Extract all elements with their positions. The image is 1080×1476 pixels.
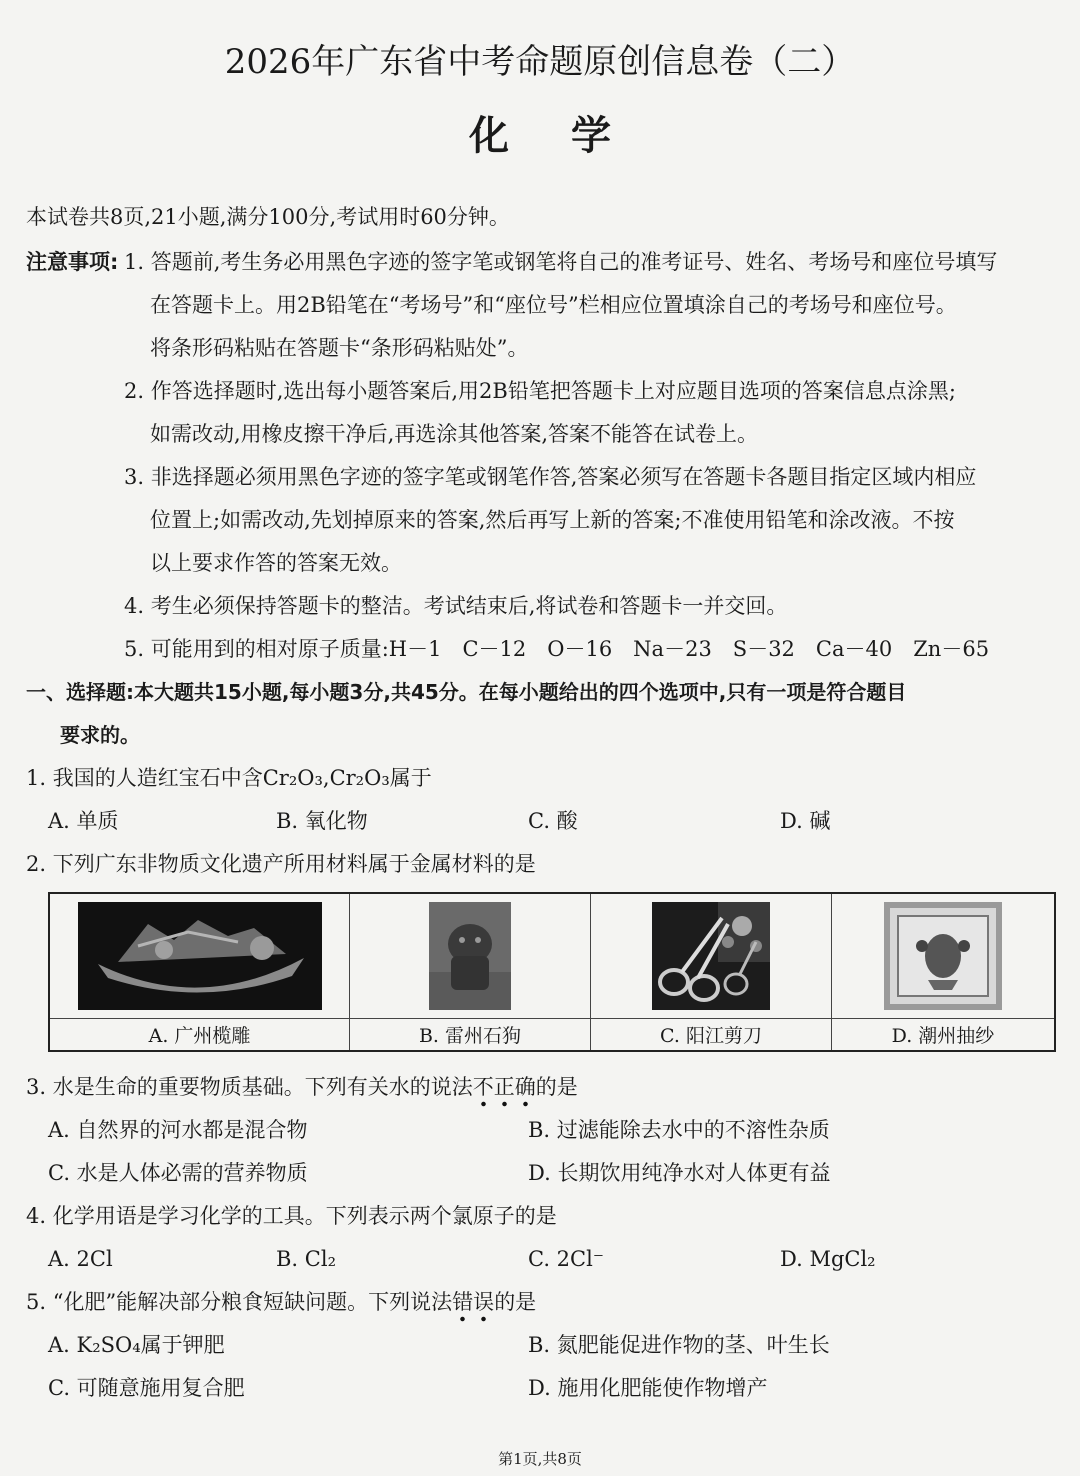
q1-option-c: C. 酸	[528, 809, 578, 833]
q4-option-c: C. 2Cl⁻	[528, 1247, 604, 1271]
notes-label: 注意事项:	[26, 250, 119, 274]
page-footer: 第1页,共8页	[498, 1450, 582, 1468]
q5-option-b: B. 氮肥能促进作物的茎、叶生长	[528, 1333, 830, 1357]
q2-cell-b	[350, 894, 591, 1018]
emphasis-text: 错误	[452, 1290, 494, 1322]
note-line: 位置上;如需改动,先划掉原来的答案,然后再写上新的答案;不准使用铅笔和涂改液。不按	[150, 508, 955, 532]
embroidery-photo-icon	[884, 902, 1002, 1010]
question-1-stem: 1. 我国的人造红宝石中含Cr₂O₃,Cr₂O₃属于	[26, 766, 432, 790]
q1-option-a: A. 单质	[48, 809, 119, 833]
note-line: 1. 答题前,考生务必用黑色字迹的签字笔或钢笔将自己的准考证号、姓名、考场号和座位号填写	[124, 250, 998, 274]
question-2-stem: 2. 下列广东非物质文化遗产所用材料属于金属材料的是	[26, 852, 536, 876]
q5-option-a: A. K₂SO₄属于钾肥	[48, 1333, 225, 1357]
q2-image-table	[48, 892, 1056, 1052]
q3-option-d: D. 长期饮用纯净水对人体更有益	[528, 1161, 831, 1185]
q3-option-a: A. 自然界的河水都是混合物	[48, 1118, 308, 1142]
q2-caption-c: C. 阳江剪刀	[591, 1018, 832, 1050]
exam-title: 2026年广东省中考命题原创信息卷（二）	[224, 42, 856, 82]
question-5-stem: 5. “化肥”能解决部分粮食短缺问题。下列说法错误的是	[26, 1287, 536, 1317]
note-line: 5. 可能用到的相对原子质量:H－1 C－12 O－16 Na－23 S－32 Ca－40 Zn－65	[124, 637, 990, 661]
q2-caption-a: A. 广州榄雕	[50, 1018, 350, 1050]
q4-option-d: D. MgCl₂	[780, 1247, 876, 1271]
question-4-stem: 4. 化学用语是学习化学的工具。下列表示两个氯原子的是	[26, 1204, 557, 1228]
q4-option-b: B. Cl₂	[276, 1247, 336, 1271]
note-line: 2. 作答选择题时,选出每小题答案后,用2B铅笔把答题卡上对应题目选项的答案信息点涂黑;	[124, 379, 956, 403]
q3-option-b: B. 过滤能除去水中的不溶性杂质	[528, 1118, 830, 1142]
note-line: 3. 非选择题必须用黑色字迹的签字笔或钢笔作答,答案必须写在答题卡各题目指定区域内相应	[124, 465, 977, 489]
section-heading-cont: 要求的。	[60, 723, 140, 747]
q2-cell-d	[832, 894, 1054, 1018]
q1-option-d: D. 碱	[780, 809, 831, 833]
olive-carving-boat-photo-icon	[78, 902, 322, 1010]
exam-intro: 本试卷共8页,21小题,满分100分,考试用时60分钟。	[26, 205, 510, 229]
scissors-photo-icon	[652, 902, 770, 1010]
note-line: 在答题卡上。用2B铅笔在“考场号”和“座位号”栏相应位置填涂自己的考场号和座位号。	[150, 293, 957, 317]
note-line: 将条形码粘贴在答题卡“条形码粘贴处”。	[150, 336, 529, 360]
q2-cell-a	[50, 894, 350, 1018]
q2-cell-c	[591, 894, 832, 1018]
q1-option-b: B. 氧化物	[276, 809, 368, 833]
stone-dog-photo-icon	[429, 902, 511, 1010]
note-line: 如需改动,用橡皮擦干净后,再选涂其他答案,答案不能答在试卷上。	[150, 422, 759, 446]
q3-option-c: C. 水是人体必需的营养物质	[48, 1161, 308, 1185]
question-3-stem: 3. 水是生命的重要物质基础。下列有关水的说法不正确的是	[26, 1072, 578, 1102]
note-line: 4. 考生必须保持答题卡的整洁。考试结束后,将试卷和答题卡一并交回。	[124, 594, 788, 618]
q5-option-d: D. 施用化肥能使作物增产	[528, 1376, 768, 1400]
q5-option-c: C. 可随意施用复合肥	[48, 1376, 245, 1400]
emphasis-text: 不正确	[473, 1075, 536, 1107]
note-line: 以上要求作答的答案无效。	[150, 551, 402, 575]
section-heading: 一、选择题:本大题共15小题,每小题3分,共45分。在每小题给出的四个选项中,只有一项是符合题目	[26, 680, 907, 704]
q2-caption-b: B. 雷州石狗	[350, 1018, 591, 1050]
subject-title: 化学	[469, 113, 673, 159]
q4-option-a: A. 2Cl	[48, 1247, 113, 1271]
q2-caption-d: D. 潮州抽纱	[832, 1018, 1054, 1050]
